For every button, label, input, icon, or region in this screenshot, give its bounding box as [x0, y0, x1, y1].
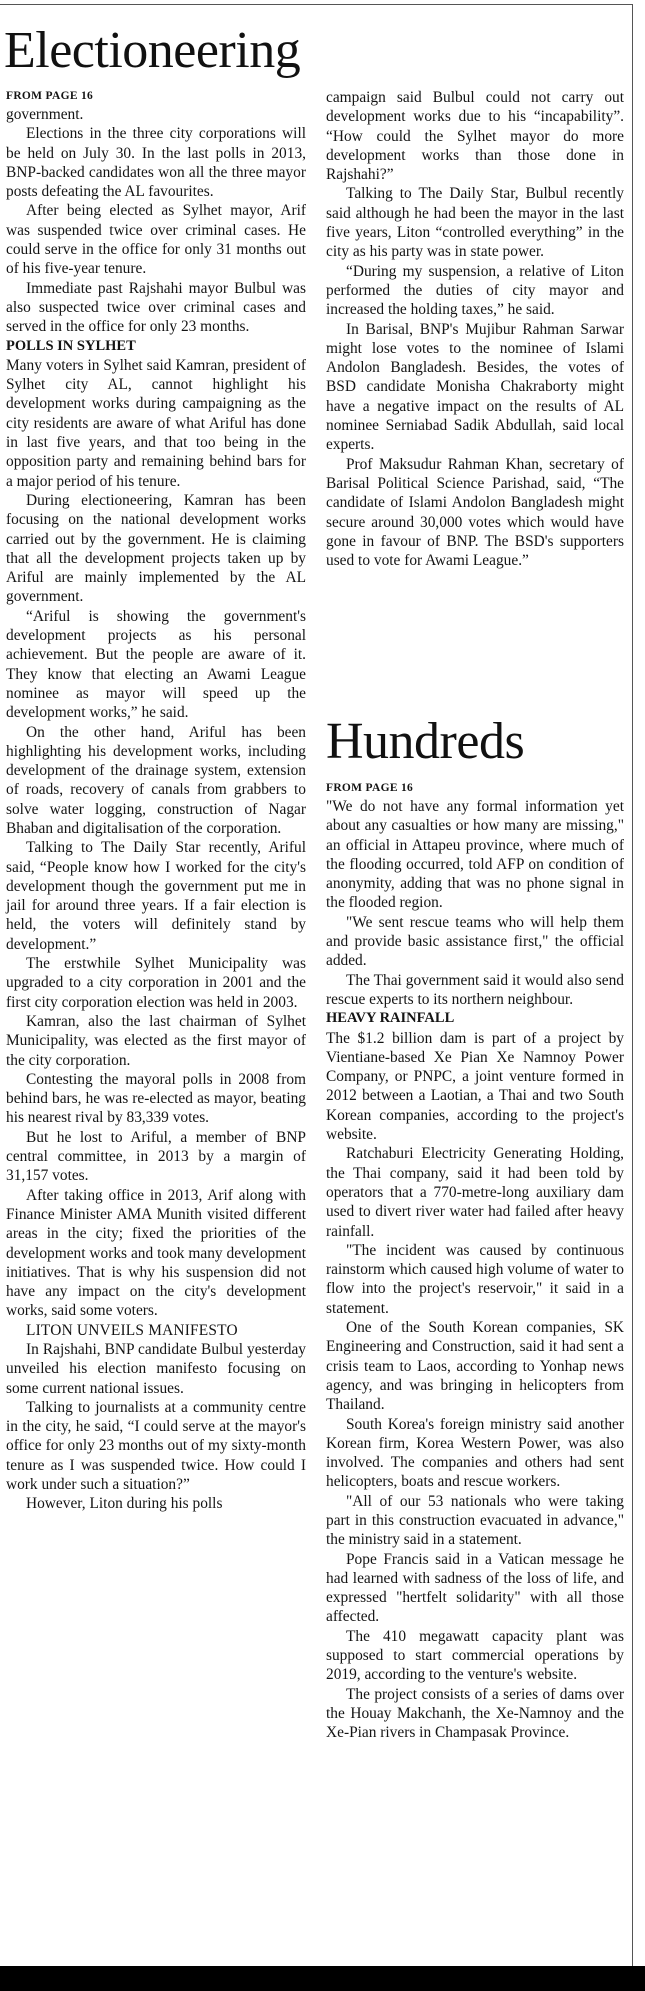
subhead-liton-unveils-manifesto: LITON UNVEILS MANIFESTO	[26, 1321, 238, 1339]
article-paragraph: Ratchaburi Electricity Generating Holding, the Thai company, said it had been told by operators that a 770-metre-long auxiliary dam used to divert river water had failed after heavy rainfall.	[326, 1145, 624, 1240]
article-paragraph: After being elected as Sylhet mayor, Arif was suspended twice over criminal cases. He could serve in the office for only 31 months out of his five-year tenure.	[6, 202, 306, 278]
article-paragraph: Talking to The Daily Star recently, Ariful said, “People know how I worked for the city's development though the government put me in jail for around three years. If a fair election is held, the voters will definitely stand by development.”	[6, 839, 306, 953]
article-paragraph: "The incident was caused by continuous rainstorm which caused high volume of water to flow into the project's reservoir," it said in a statement.	[326, 1241, 624, 1317]
subhead-heavy-rainfall: HEAVY RAINFALL	[326, 1010, 455, 1027]
article-paragraph: But he lost to Ariful, a member of BNP central committee, in 2013 by a margin of 31,157 votes.	[6, 1128, 306, 1185]
electioneering-jump-line: FROM PAGE 16	[6, 90, 94, 102]
article-paragraph: One of the South Korean companies, SK Engineering and Construction, said it had sent a crisis team to Laos, according to Yonhap news agency, and was bringing in helicopters from Thailand.	[326, 1319, 624, 1414]
article-paragraph: In Rajshahi, BNP candidate Bulbul yesterday unveiled his election manifesto focusing on some current national issues.	[6, 1341, 306, 1397]
electioneering-column-1	[6, 88, 306, 1514]
electioneering-column-2	[326, 88, 624, 570]
article-paragraph: The Thai government said it would also send rescue experts to its northern neighbour.	[326, 971, 624, 1008]
article-paragraph: "We sent rescue teams who will help them and provide basic assistance first," the official added.	[326, 913, 624, 970]
article-paragraph: The erstwhile Sylhet Municipality was upgraded to a city corporation in 2001 and the first city corporation election was held in 2003.	[6, 955, 306, 1011]
article-paragraph: “During my suspension, a relative of Liton performed the duties of city mayor and increased the holding taxes,” he said.	[326, 262, 624, 319]
top-rule	[0, 4, 632, 5]
hundreds-headline: Hundreds	[326, 713, 525, 770]
electioneering-headline: Electioneering	[4, 22, 301, 79]
article-paragraph: Contesting the mayoral polls in 2008 from behind bars, he was re-elected as mayor, beating his nearest rival by 83,339 votes.	[6, 1070, 306, 1127]
article-paragraph: "We do not have any formal information yet about any casualties or how many are missing," an official in Attapeu province, where much of the flooding occurred, told AFP on condition of anonymity, adding that was no phone signal in the flooded region.	[326, 798, 624, 912]
article-paragraph: Talking to journalists at a community centre in the city, he said, “I could serve at the mayor's office for only 23 months out of my sixty-month tenure as I was suspended twice. How could I work under such a situation?”	[6, 1398, 306, 1494]
article-paragraph: campaign said Bulbul could not carry out development works due to his “incapability”. “How could the Sylhet mayor do more development works than those done in Rajshahi?”	[326, 89, 624, 184]
article-paragraph: After taking office in 2013, Arif along with Finance Minister AMA Munith visited different areas in the city; fixed the priorities of the development works and took many development initiatives. That is why his suspension did not have any impact on the city's development works, said some voters.	[6, 1186, 306, 1320]
article-paragraph: During electioneering, Kamran has been focusing on the national development works carried out by the government. He is claiming that all the development projects taken up by Ariful are mainly implemented by the AL government.	[6, 491, 306, 606]
article-paragraph: In Barisal, BNP's Mujibur Rahman Sarwar might lose votes to the nominee of Islami Andolon Bangladesh. Besides, the votes of BSD candidate Monisha Chakraborty might have a negative impact on the results of AL nominee Serniabad Sadik Abdullah, said local experts.	[326, 320, 624, 454]
article-paragraph: The project consists of a series of dams over the Houay Makchanh, the Xe-Namnoy and the Xe-Pian rivers in Champasak Province.	[326, 1685, 624, 1742]
article-paragraph: “Ariful is showing the government's development projects as his personal achievement. But the people are aware of it. They know that electing an Awami League nominee as mayor will speed up the development works,” he said.	[6, 607, 306, 722]
right-column-rule	[632, 4, 633, 1966]
article-paragraph: Many voters in Sylhet said Kamran, president of Sylhet city AL, cannot highlight his development works during campaigning as the city residents are aware of what Ariful has done in last five years, and that too being in the opposition party and remaining behind bars for a major period of his tenure.	[6, 356, 306, 490]
subhead-polls-in-sylhet: POLLS IN SYLHET	[6, 337, 136, 354]
hundreds-column	[326, 780, 624, 1743]
article-paragraph: Talking to The Daily Star, Bulbul recently said although he had been the mayor in the last five years, Liton “controlled everything” in the city as his party was in state power.	[326, 185, 624, 261]
article-paragraph: On the other hand, Ariful has been highlighting his development works, including development of the drainage system, extension of roads, recovery of canals from grabbers to solve water logging, construction of Nagar Bhaban and digitalisation of the corporation.	[6, 723, 306, 837]
article-paragraph: "All of our 53 nationals who were taking part in this construction evacuated in advance," the ministry said in a statement.	[326, 1492, 624, 1549]
article-paragraph: However, Liton during his polls	[26, 1495, 223, 1513]
article-paragraph: Immediate past Rajshahi mayor Bulbul was also suspected twice over criminal cases and served in the office for only 23 months.	[6, 279, 306, 336]
article-paragraph: Prof Maksudur Rahman Khan, secretary of Barisal Political Science Parishad, said, “The candidate of Islami Andolon Bangladesh might secure around 30,000 votes which would have gone in favour of BNP. The BSD's supporters used to vote for Awami League.”	[326, 455, 624, 570]
bottom-black-bar	[0, 1966, 645, 1991]
article-paragraph: government.	[6, 106, 84, 123]
article-paragraph: Kamran, also the last chairman of Sylhet Municipality, was elected as the first mayor of the city corporation.	[6, 1012, 306, 1069]
article-paragraph: Pope Francis said in a Vatican message he had learned with sadness of the loss of life, and expressed "hertfelt solidarity" with all those affected.	[326, 1550, 624, 1626]
article-paragraph: Elections in the three city corporations will be held on July 30. In the last polls in 2013, BNP-backed candidates won all the three mayor posts defeating the AL favourites.	[6, 125, 306, 201]
article-paragraph: The $1.2 billion dam is part of a project by Vientiane-based Xe Pian Xe Namnoy Power Company, or PNPC, a joint venture formed in 2012 between a Laotian, a Thai and two South Korean companies, according to the project's website.	[326, 1029, 624, 1144]
hundreds-jump-line: FROM PAGE 16	[326, 782, 414, 794]
article-paragraph: South Korea's foreign ministry said another Korean firm, Korea Western Power, was also involved. The companies and others had sent helicopters, boats and rescue workers.	[326, 1415, 624, 1491]
article-paragraph: The 410 megawatt capacity plant was supposed to start commercial operations by 2019, according to the venture's website.	[326, 1627, 624, 1684]
